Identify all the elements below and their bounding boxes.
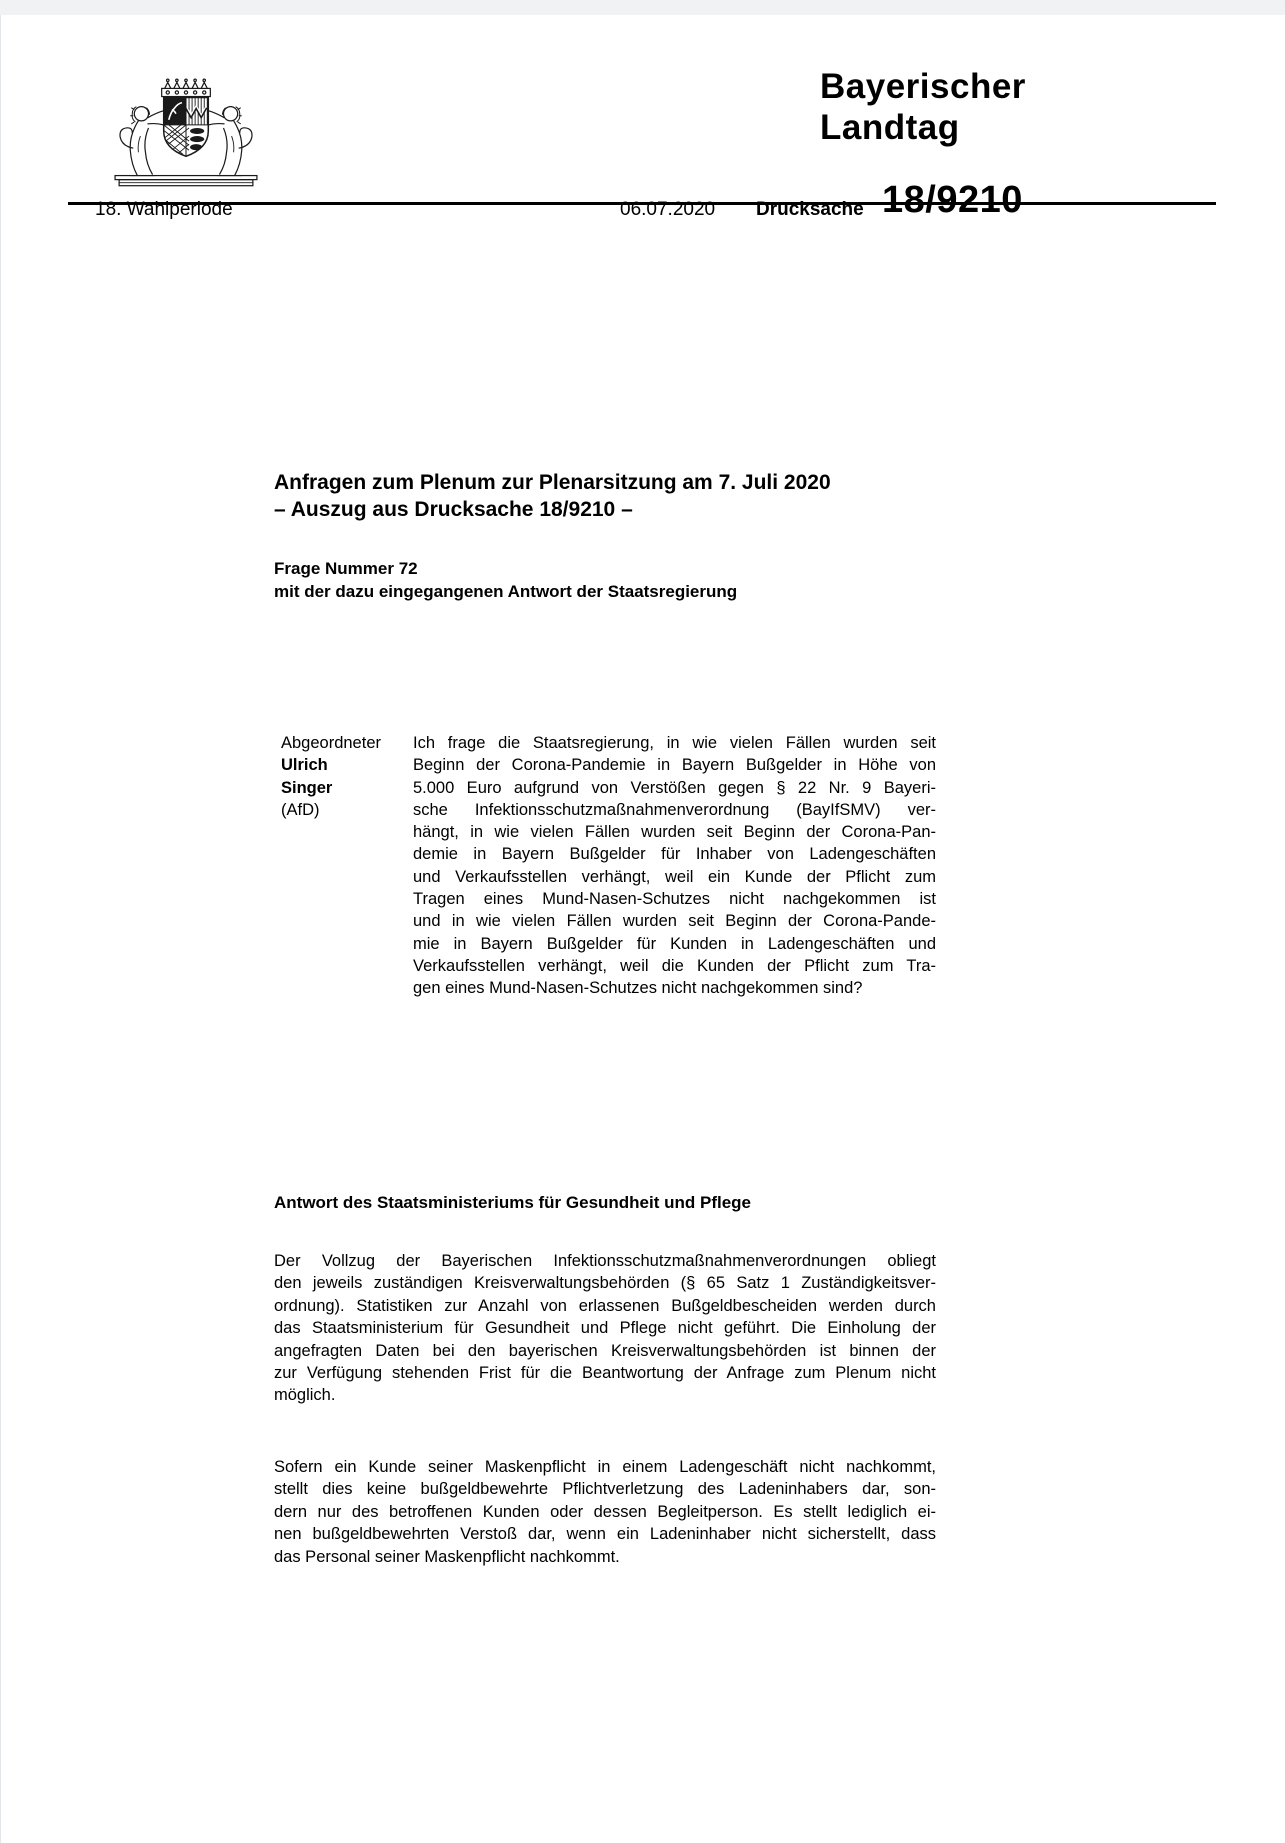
document-title — [274, 469, 831, 523]
question-text — [413, 732, 936, 1000]
document-subtitle — [274, 557, 737, 603]
question-number: Frage Nummer 72 — [274, 559, 418, 578]
question-author — [281, 732, 381, 821]
text-line: dern nur des betroffenen Kunden oder dessen Begleitperson. Es stellt lediglich ei- — [274, 1502, 936, 1521]
publisher-line2: Landtag — [820, 108, 960, 147]
answer-paragraph-1 — [274, 1250, 936, 1407]
author-first-name: Ulrich — [281, 756, 328, 775]
text-line: das Staatsministerium für Gesundheit und Pflege nicht geführt. Die Einholung der — [274, 1319, 936, 1338]
answer-paragraph-2 — [274, 1456, 936, 1568]
text-line: Verkaufsstellen verhängt, weil die Kunden der Pflicht zum Tra- — [413, 956, 936, 975]
answer-heading: Antwort des Staatsministeriums für Gesundheit und Pflege — [274, 1193, 752, 1212]
publisher-name — [820, 66, 1026, 148]
text-line: stellt dies keine bußgeldbewehrte Pflichtverletzung des Ladeninhabers dar, son- — [274, 1480, 936, 1499]
author-role: Abgeordneter — [281, 734, 381, 752]
text-line: 5.000 Euro aufgrund von Verstößen gegen § 22 Nr. 9 Bayeri- — [413, 778, 936, 797]
text-line: das Personal seiner Maskenpflicht nachkommt. — [274, 1547, 620, 1566]
text-line: Tragen eines Mund-Nasen-Schutzes nicht nachgekommen ist — [413, 890, 936, 909]
viewer-top-strip — [0, 0, 1285, 15]
text-line: Sofern ein Kunde seiner Maskenpflicht in einem Ladengeschäft nicht nachkommt, — [274, 1458, 936, 1476]
drucksache-number: 18/9210 — [882, 179, 1023, 221]
document-title-line1: Anfragen zum Plenum zur Plenarsitzung am 7. Juli 2020 — [274, 471, 831, 494]
text-line: und Verkaufsstellen verhängt, weil ein Kunde der Pflicht zum — [413, 867, 936, 886]
document-title-line2: – Auszug aus Drucksache 18/9210 – — [274, 498, 633, 521]
text-line: angefragten Daten bei den bayerischen Kreisverwaltungsbehörden ist binnen der — [274, 1341, 936, 1360]
subtitle-line2: mit der dazu eingegangenen Antwort der Staatsregierung — [274, 582, 738, 601]
text-line: Der Vollzug der Bayerischen Infektionsschutzmaßnahmenverordnungen obliegt — [274, 1252, 936, 1270]
text-line: ordnung). Statistiken zur Anzahl von erlassenen Bußgeldbescheiden werden durch — [274, 1296, 936, 1315]
text-line: Ich frage die Staatsregierung, in wie vielen Fällen wurden seit — [413, 734, 936, 752]
text-line: mie in Bayern Bußgelder für Kunden in Ladengeschäften und — [413, 934, 936, 953]
document-date: 06.07.2020 — [620, 199, 716, 220]
text-line: und in wie vielen Fällen wurden seit Beginn der Corona-Pande- — [413, 912, 936, 931]
page-edge-line — [0, 15, 1, 1843]
text-line: demie in Bayern Bußgelder für Inhaber von Ladengeschäften — [413, 845, 936, 864]
publisher-line1: Bayerischer — [820, 67, 1026, 106]
author-party: (AfD) — [281, 800, 320, 819]
text-line: möglich. — [274, 1386, 336, 1405]
text-line: nen bußgeldbewehrten Verstoß dar, wenn ein Ladeninhaber nicht sicherstellt, dass — [274, 1525, 936, 1544]
author-last-name: Singer — [281, 778, 333, 797]
text-line: gen eines Mund-Nasen-Schutzes nicht nachgekommen sind? — [413, 979, 863, 998]
text-line: sche Infektionsschutzmaßnahmenverordnung (BayIfSMV) ver- — [413, 800, 936, 819]
text-line: hängt, in wie vielen Fällen wurden seit Beginn der Corona-Pan- — [413, 823, 936, 842]
drucksache-label: Drucksache — [756, 199, 864, 220]
text-line: Beginn der Corona-Pandemie in Bayern Bußgelder in Höhe von — [413, 756, 936, 775]
legislative-period: 18. Wahlperiode — [95, 199, 233, 220]
bavarian-coat-of-arms-icon — [110, 74, 262, 190]
text-line: den jeweils zuständigen Kreisverwaltungsbehörden (§ 65 Satz 1 Zuständigkeitsver- — [274, 1274, 936, 1293]
text-line: zur Verfügung stehenden Frist für die Beantwortung der Anfrage zum Plenum nicht — [274, 1364, 936, 1383]
